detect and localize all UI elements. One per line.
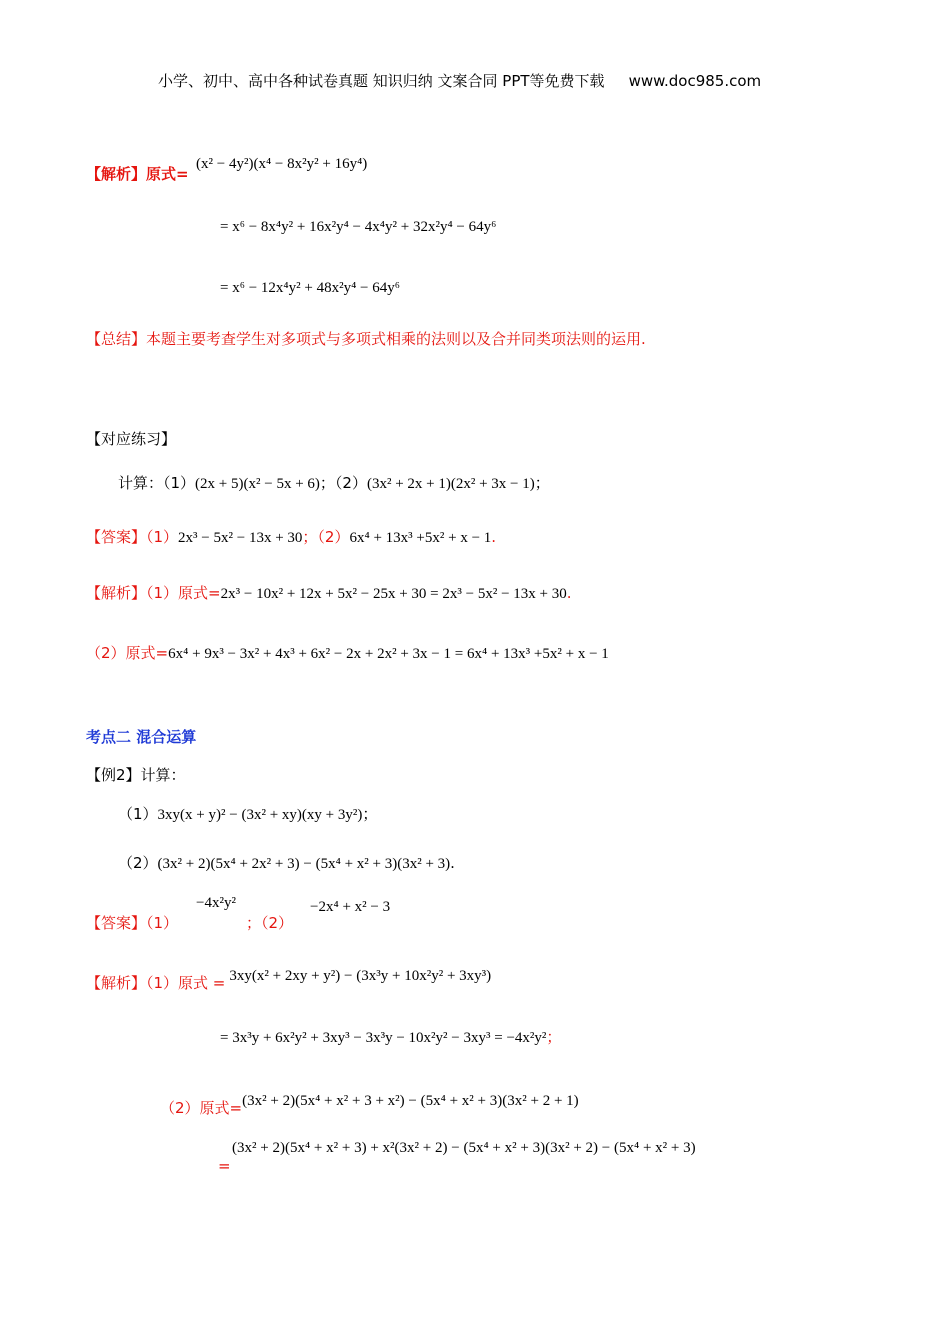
header-title: 小学、初中、高中各种试卷真题 知识归纳 文案合同 PPT等免费下载 xyxy=(158,72,605,90)
practice-answer xyxy=(86,526,496,547)
example-jiexi1b-end: ； xyxy=(546,1028,562,1046)
jiexi-label: 【解析】原式= xyxy=(86,165,189,183)
example-answer-label: 【答案】（1） xyxy=(86,914,179,932)
practice-answer-end: . xyxy=(491,528,497,546)
example-q1-expr: 3xy(x + y)² − (3x² + xy)(xy + 3y²) xyxy=(157,807,363,823)
example-q2-end: . xyxy=(450,854,455,872)
practice-jiexi2-expr: 6x⁴ + 9x³ − 3x² + 4x³ + 6x² − 2x + 2x² + 3x − 1 = 6x⁴ + 13x³ +5x² + x − 1 xyxy=(168,646,609,662)
practice-q2: (3x² + 2x + 1)(2x² + 3x − 1) xyxy=(366,476,535,492)
practice-title: 【对应练习】 xyxy=(86,430,177,448)
practice-a1: 2x³ − 5x² − 13x + 30 xyxy=(178,530,303,546)
practice-q1: (2x + 5)(x² − 5x + 6) xyxy=(195,476,320,492)
example-q2-label: （2） xyxy=(118,854,158,872)
practice-answer-sep: ；（2） xyxy=(302,528,350,546)
example-jiexi2-expr: (3x² + 2)(5x⁴ + x² + 3 + x²) − (5x⁴ + x² + 3)(3x² + 2 + 1) xyxy=(242,1093,579,1109)
example-jiexi1-expr: 3xy(x² + 2xy + y²) − (3x³y + 10x²y² + 3xy³) xyxy=(229,968,492,984)
example-q1-label: （1） xyxy=(118,805,158,823)
practice-jiexi1-expr: 2x³ − 10x² + 12x + 5x² − 25x + 30 = 2x³ − 5x² − 13x + 30 xyxy=(220,586,567,602)
practice-jiexi1-label: 【解析】（1）原式= xyxy=(86,584,221,602)
example-q2-expr: (3x² + 2)(5x⁴ + 2x² + 3) − (5x⁴ + x² + 3)(3x² + 3) xyxy=(157,856,451,872)
example-eq-sign: = xyxy=(218,1157,231,1175)
section-title: 考点二 混合运算 xyxy=(86,728,197,746)
jiexi-line-3: = x⁶ − 12x⁴y² + 48x²y⁴ − 64y⁶ xyxy=(220,280,400,296)
jiexi-line-2: = x⁶ − 8x⁴y² + 16x²y⁴ − 4x⁴y² + 32x²y⁴ − 64y⁶ xyxy=(220,219,497,235)
example-jiexi1-label: 【解析】（1）原式 = xyxy=(86,974,226,992)
practice-jiexi1-end: . xyxy=(566,584,572,602)
example-q2 xyxy=(118,852,455,873)
example-q1-end: ； xyxy=(362,805,378,823)
practice-question xyxy=(118,472,550,493)
example-jiexi2-label: （2）原式= xyxy=(160,1099,243,1117)
practice-end: ； xyxy=(534,474,550,492)
example-q1 xyxy=(118,803,377,824)
summary-text: 【总结】本题主要考查学生对多项式与多项式相乘的法则以及合并同类项法则的运用. xyxy=(86,330,646,348)
example-jiexi-2 xyxy=(160,1093,579,1118)
practice-a2: 6x⁴ + 13x³ +5x² + x − 1 xyxy=(349,530,492,546)
example-jiexi1b-expr: = 3x³y + 6x²y² + 3xy³ − 3x³y − 10x²y² − 3xy³ = −4x²y² xyxy=(220,1030,547,1046)
example-label: 【例2】计算： xyxy=(86,766,186,784)
example-answer-sep: ；（2） xyxy=(246,914,294,932)
example-jiexi2b-expr: (3x² + 2)(5x⁴ + x² + 3) + x²(3x² + 2) − (5x⁴ + x² + 3)(3x² + 2) − (5x⁴ + x² + 3) xyxy=(232,1140,696,1156)
example-a1: −4x²y² xyxy=(196,895,236,911)
example-jiexi-1b xyxy=(220,1026,561,1047)
example-a2: −2x⁴ + x² − 3 xyxy=(310,899,391,915)
example-jiexi-1 xyxy=(86,968,492,993)
practice-jiexi-2 xyxy=(86,642,609,663)
practice-prompt: 计算：（1） xyxy=(118,474,196,492)
practice-jiexi2-label: （2）原式= xyxy=(86,644,169,662)
page-header xyxy=(158,70,761,91)
header-site: www.doc985.com xyxy=(628,72,762,90)
practice-sep: ；（2） xyxy=(319,474,367,492)
jiexi-line-1: (x² − 4y²)(x⁴ − 8x²y² + 16y⁴) xyxy=(196,156,368,172)
practice-answer-label: 【答案】（1） xyxy=(86,528,179,546)
practice-jiexi-1 xyxy=(86,582,572,603)
